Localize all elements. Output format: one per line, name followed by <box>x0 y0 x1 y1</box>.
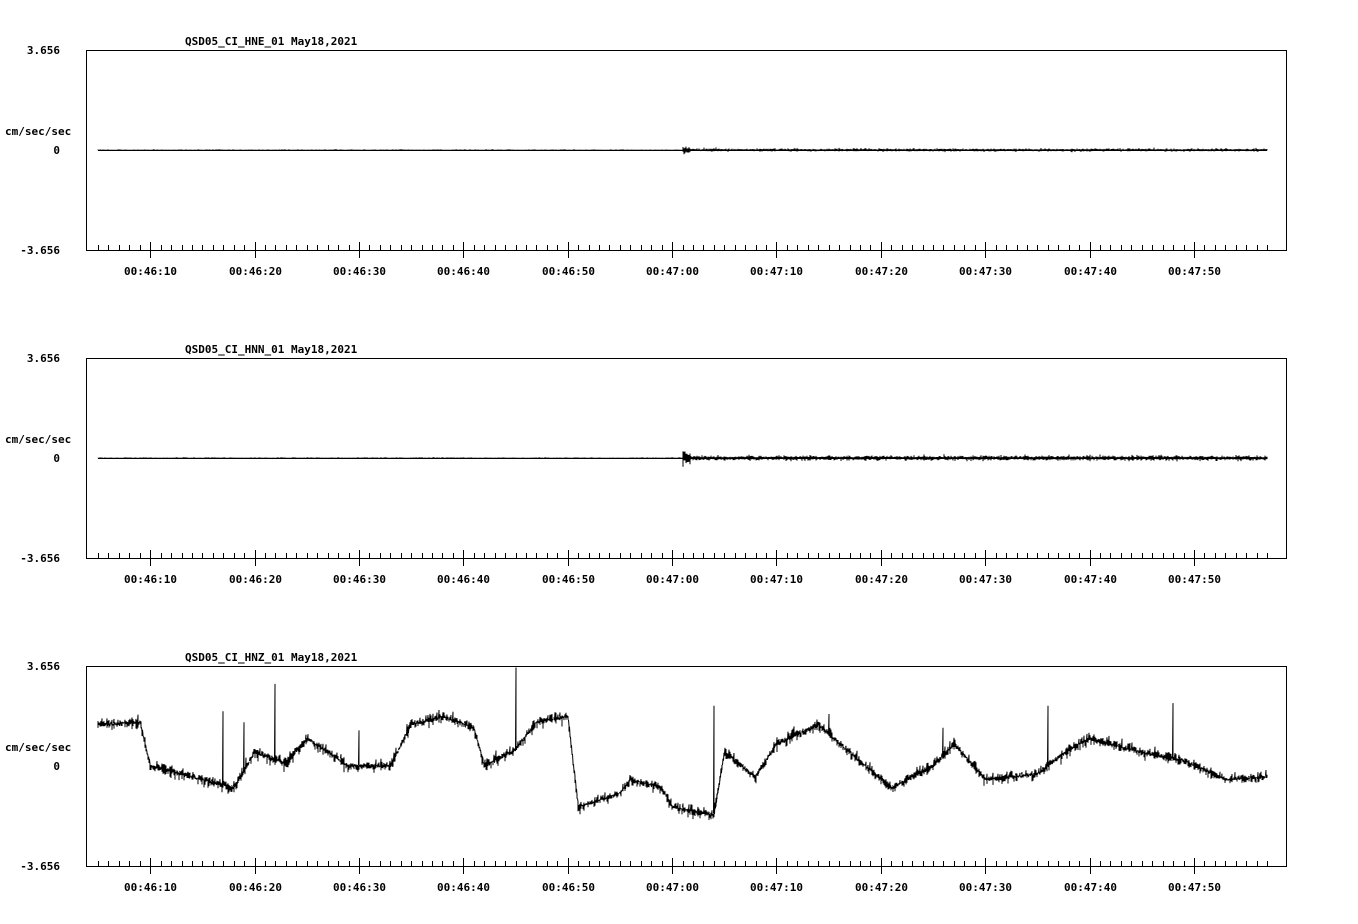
x-tick-label: 00:47:20 <box>855 573 908 586</box>
x-tick-label: 00:46:40 <box>437 265 490 278</box>
x-tick-label: 00:47:50 <box>1168 573 1221 586</box>
waveform-trace <box>98 668 1267 821</box>
x-tick-label: 00:46:50 <box>542 573 595 586</box>
x-tick-label: 00:46:10 <box>124 881 177 894</box>
x-minor-ticks <box>99 245 1268 250</box>
x-tick-label: 00:46:20 <box>229 881 282 894</box>
x-tick-label: 00:47:20 <box>855 265 908 278</box>
x-tick-label: 00:47:10 <box>750 265 803 278</box>
x-tick-label: 00:46:10 <box>124 573 177 586</box>
y-tick-label: 0 <box>53 452 60 465</box>
channel-panel-2 <box>5 343 1287 586</box>
x-tick-label: 00:47:00 <box>646 881 699 894</box>
y-tick-label: -3.656 <box>20 552 60 565</box>
x-tick-label: 00:47:40 <box>1064 881 1117 894</box>
y-tick-label: -3.656 <box>20 244 60 257</box>
y-axis-label: cm/sec/sec <box>5 433 72 446</box>
x-tick-label: 00:47:10 <box>750 881 803 894</box>
x-tick-label: 00:46:30 <box>333 881 386 894</box>
waveform-trace <box>98 147 1267 155</box>
channel-panel-3 <box>5 651 1287 894</box>
channel-title: QSD05_CI_HNN_01 May18,2021 <box>185 343 358 356</box>
x-tick-label: 00:46:50 <box>542 881 595 894</box>
plot-frame <box>87 667 1287 867</box>
y-axis-label: cm/sec/sec <box>5 741 72 754</box>
x-tick-label: 00:47:50 <box>1168 881 1221 894</box>
y-tick-label: 3.656 <box>26 660 60 673</box>
x-tick-label: 00:47:30 <box>959 573 1012 586</box>
y-tick-label: 0 <box>53 144 60 157</box>
x-tick-label: 00:46:40 <box>437 881 490 894</box>
x-minor-ticks <box>99 861 1268 866</box>
x-tick-label: 00:47:50 <box>1168 265 1221 278</box>
x-tick-label: 00:46:50 <box>542 265 595 278</box>
x-tick-label: 00:46:30 <box>333 573 386 586</box>
x-tick-label: 00:47:00 <box>646 573 699 586</box>
x-tick-label: 00:47:30 <box>959 265 1012 278</box>
y-tick-label: 3.656 <box>26 352 60 365</box>
waveform-trace <box>98 451 1267 466</box>
x-tick-label: 00:47:20 <box>855 881 908 894</box>
x-tick-label: 00:46:20 <box>229 573 282 586</box>
x-tick-label: 00:47:40 <box>1064 573 1117 586</box>
y-tick-label: 0 <box>53 760 60 773</box>
channel-title: QSD05_CI_HNE_01 May18,2021 <box>185 35 358 48</box>
x-tick-label: 00:46:30 <box>333 265 386 278</box>
channel-title: QSD05_CI_HNZ_01 May18,2021 <box>185 651 358 664</box>
channel-panel-1 <box>5 35 1287 278</box>
x-tick-label: 00:47:10 <box>750 573 803 586</box>
y-tick-label: 3.656 <box>26 44 60 57</box>
x-tick-label: 00:47:00 <box>646 265 699 278</box>
x-tick-label: 00:47:30 <box>959 881 1012 894</box>
x-tick-label: 00:47:40 <box>1064 265 1117 278</box>
x-tick-label: 00:46:40 <box>437 573 490 586</box>
y-tick-label: -3.656 <box>20 860 60 873</box>
x-tick-label: 00:46:20 <box>229 265 282 278</box>
x-minor-ticks <box>99 553 1268 558</box>
y-axis-label: cm/sec/sec <box>5 125 72 138</box>
x-tick-label: 00:46:10 <box>124 265 177 278</box>
